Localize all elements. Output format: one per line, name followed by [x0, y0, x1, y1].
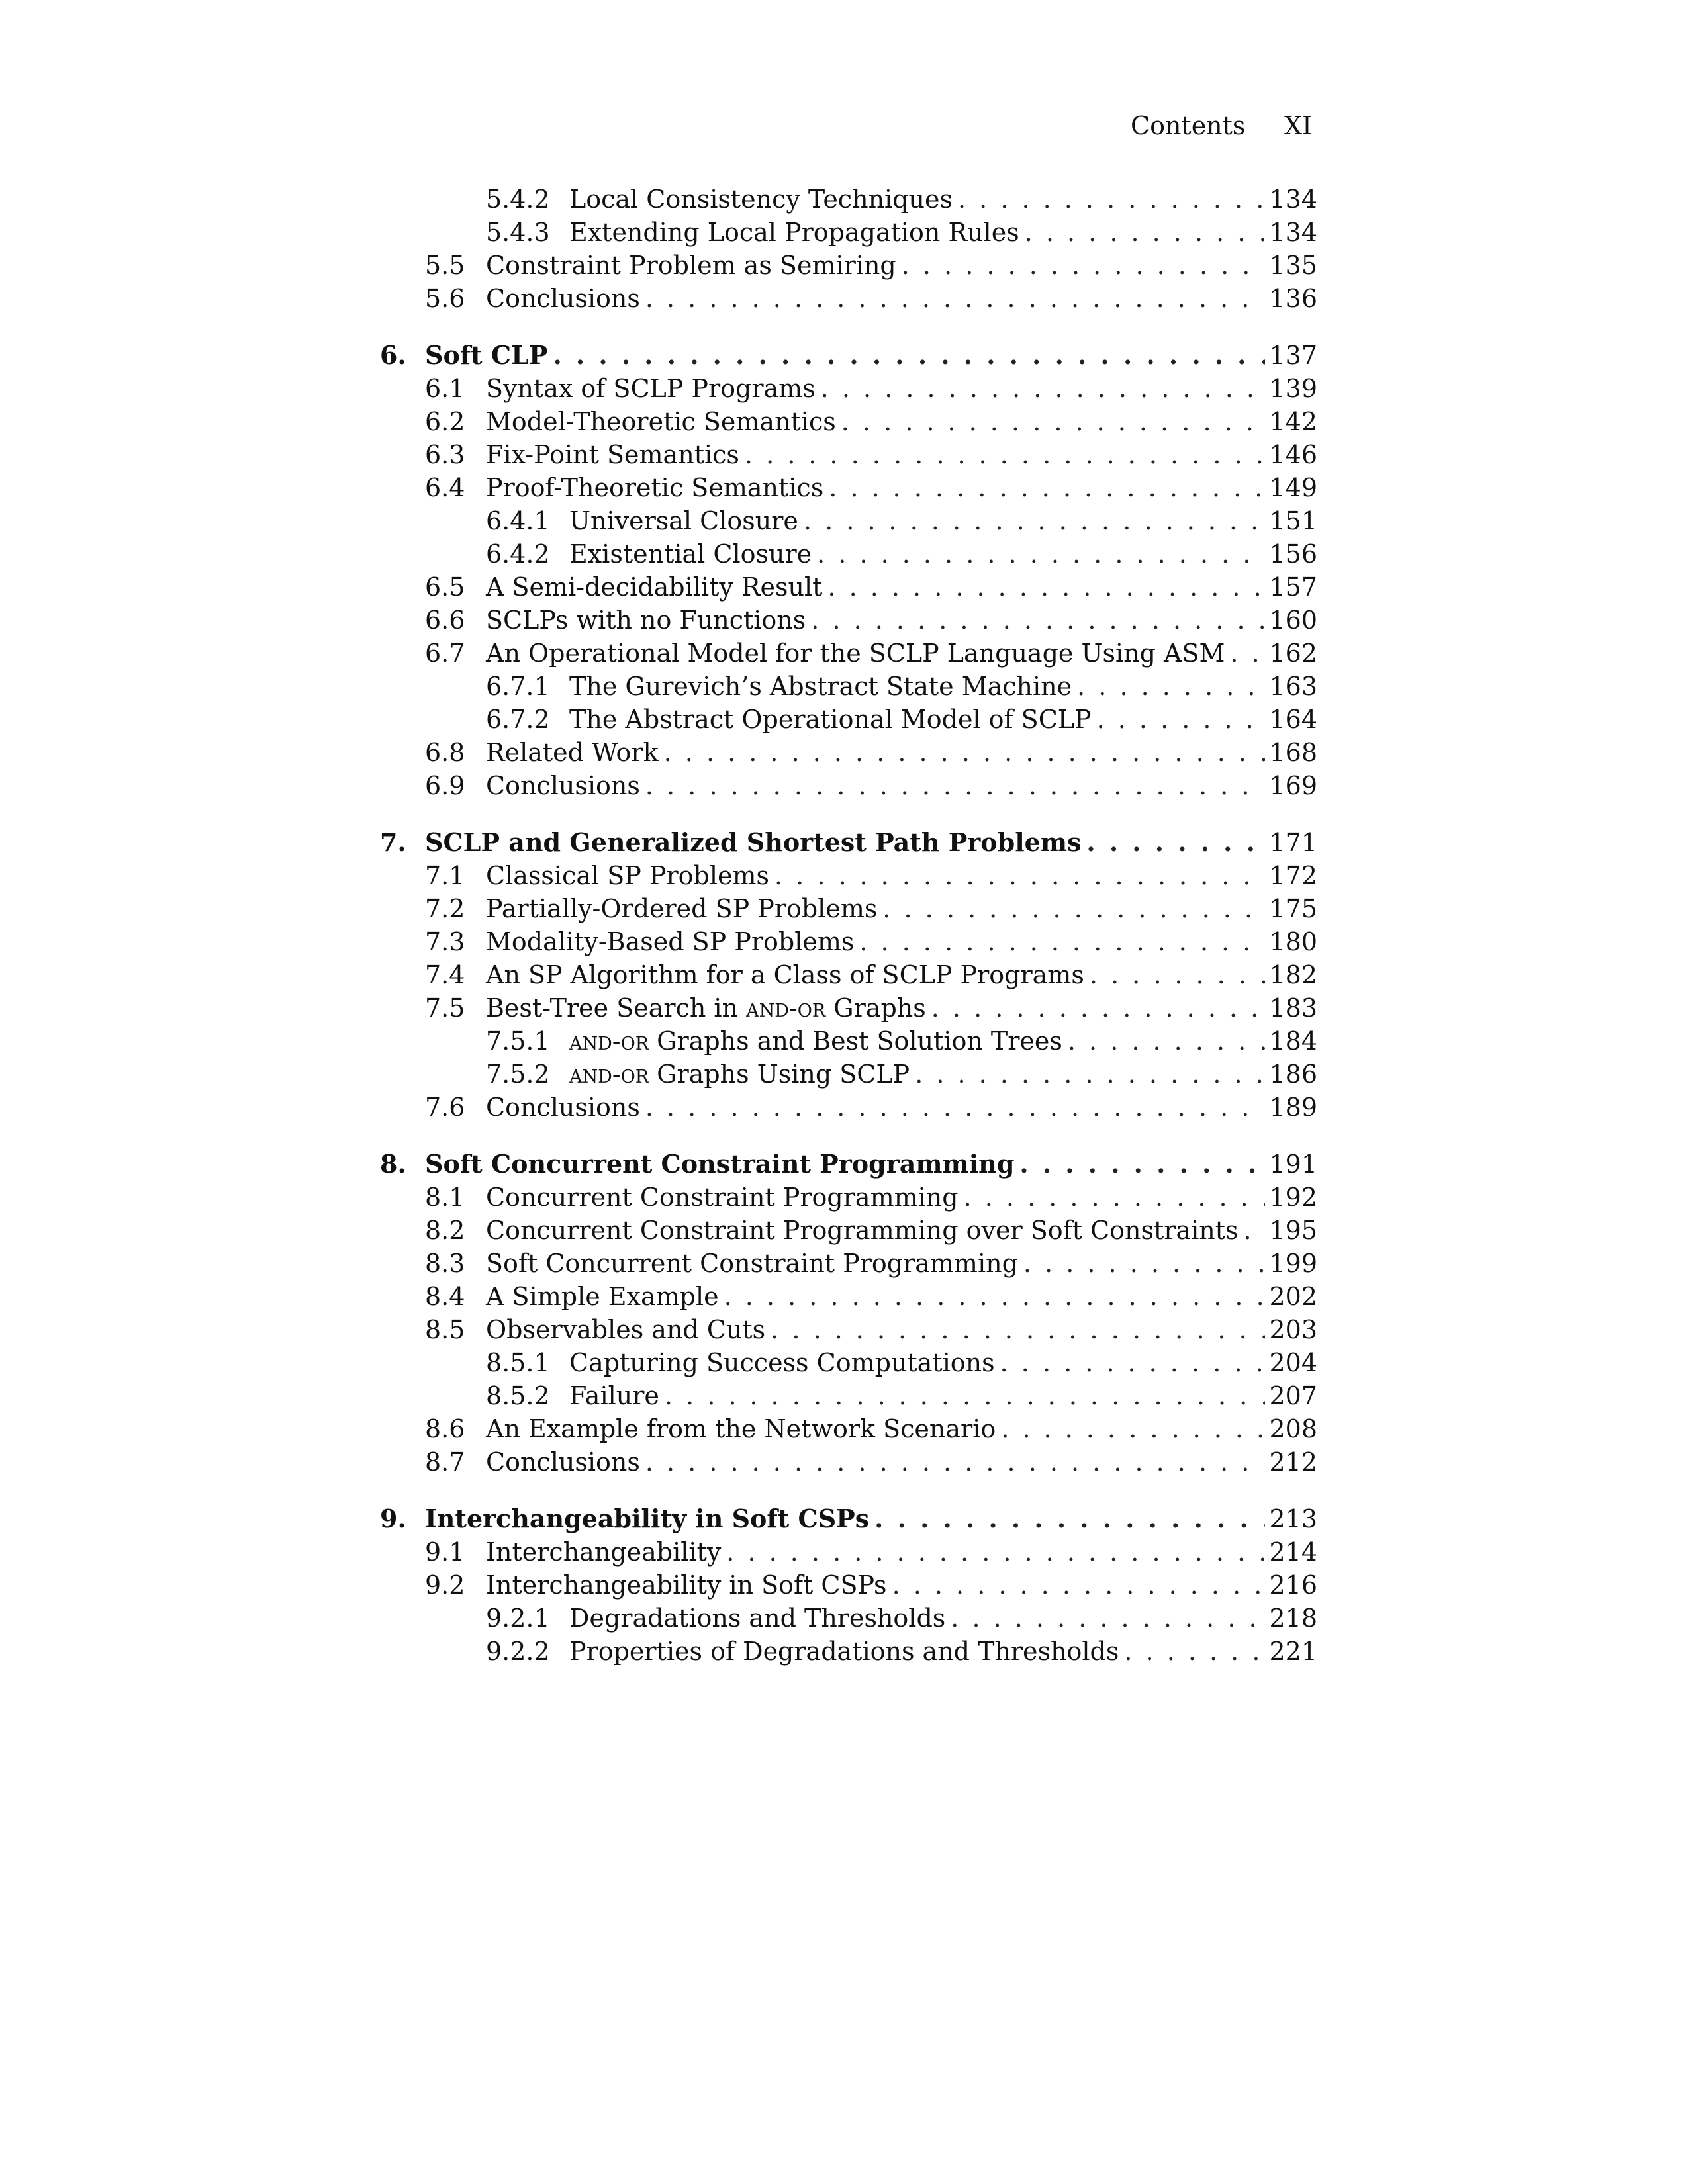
toc-entry-number: 5.5: [425, 251, 465, 280]
toc-entry-number: 7.1: [425, 861, 465, 890]
toc-entry-title: A Simple Example: [486, 1282, 719, 1311]
toc-section-entry[interactable]: [380, 372, 1317, 405]
dot-leader: [874, 1502, 1265, 1535]
toc-section-entry[interactable]: [380, 637, 1317, 670]
dot-leader: [1097, 703, 1266, 736]
toc-entry-number: 6.4.1: [486, 506, 550, 535]
toc-entry-number: 6.5: [425, 572, 465, 602]
toc-subsection-entry[interactable]: [380, 537, 1317, 570]
toc-entry-page: 207: [1269, 1381, 1317, 1410]
toc-entry-page: 184: [1269, 1026, 1317, 1056]
toc-section-entry[interactable]: [380, 991, 1317, 1024]
toc-section-entry[interactable]: [380, 1412, 1317, 1445]
toc-entry-number: 7.5: [425, 993, 465, 1023]
toc-entry-title: Observables and Cuts: [486, 1315, 766, 1344]
toc-entry-page: 221: [1269, 1637, 1317, 1666]
toc-entry-number: 8.5.1: [486, 1348, 550, 1377]
dot-leader: [553, 339, 1265, 372]
dot-leader: [958, 183, 1265, 216]
toc-entry-title: SCLPs with no Functions: [486, 606, 806, 635]
toc-entry-page: 195: [1269, 1216, 1317, 1245]
toc-section-entry[interactable]: [380, 438, 1317, 471]
toc-entry-number: 6.7: [425, 639, 465, 668]
toc-entry-page: 212: [1269, 1447, 1317, 1477]
toc-entry-title: Extending Local Propagation Rules: [569, 218, 1019, 247]
toc-entry-title: Interchangeability in Soft CSPs: [486, 1570, 887, 1600]
toc-section-entry[interactable]: [380, 859, 1317, 892]
toc-entry-page: 218: [1269, 1604, 1317, 1633]
dot-leader: [645, 1445, 1266, 1479]
toc-entry-number: 9.1: [425, 1537, 465, 1567]
toc-entry-page: 156: [1269, 539, 1317, 569]
toc-entry-title: Properties of Degradations and Thresholds: [569, 1637, 1119, 1666]
toc-entry-page: 168: [1269, 738, 1317, 767]
toc-entry-number: 6.4: [425, 473, 465, 502]
toc-entry-title: Interchangeability in Soft CSPs: [425, 1504, 870, 1533]
toc-entry-title: Soft Concurrent Constraint Programming: [486, 1249, 1018, 1278]
dot-leader: [951, 1602, 1265, 1635]
toc-entry-number: 6.1: [425, 374, 465, 403]
toc-entry-page: 172: [1269, 861, 1317, 890]
toc-entry-number: 9.2.2: [486, 1637, 550, 1666]
dot-leader: [726, 1535, 1265, 1569]
toc-entry-page: 171: [1269, 828, 1317, 857]
toc-entry-number: 6.2: [425, 407, 465, 436]
toc-entry-number: 5.4.2: [486, 185, 550, 214]
toc-chapter-block: [380, 1502, 1317, 1668]
toc-section-entry[interactable]: [380, 1569, 1317, 1602]
dot-leader: [1090, 958, 1266, 991]
dot-leader: [892, 1569, 1266, 1602]
toc-entry-page: 135: [1269, 251, 1317, 280]
dot-leader: [645, 1091, 1266, 1124]
toc-section-entry[interactable]: [380, 471, 1317, 504]
toc-entry-number: 5.6: [425, 284, 465, 313]
toc-entry-title: An SP Algorithm for a Class of SCLP Programs: [486, 960, 1084, 989]
toc-entry-page: 175: [1269, 894, 1317, 923]
toc-entry-title: Local Consistency Techniques: [569, 185, 953, 214]
toc-entry-title: The Abstract Operational Model of SCLP: [569, 705, 1092, 734]
toc-subsection-entry[interactable]: [380, 1635, 1317, 1668]
toc-entry-title: An Operational Model for the SCLP Language Using ASM: [486, 639, 1225, 668]
toc-entry-number: 8.1: [425, 1183, 465, 1212]
toc-entry-page: 208: [1269, 1414, 1317, 1443]
toc-entry-page: 134: [1269, 185, 1317, 214]
toc-section-entry[interactable]: [380, 1247, 1317, 1280]
and-or-small-caps: and-or: [746, 993, 826, 1023]
toc-entry-number: 7.3: [425, 927, 465, 956]
toc-section-entry[interactable]: [380, 1535, 1317, 1569]
toc-section-entry[interactable]: [380, 958, 1317, 991]
dot-leader: [1023, 1247, 1266, 1280]
toc-chapter-block: [380, 826, 1317, 1124]
toc-entry-number: 8.6: [425, 1414, 465, 1443]
toc-entry-number: 7.4: [425, 960, 465, 989]
and-or-small-caps: and-or: [569, 1060, 649, 1089]
toc-entry-page: 180: [1269, 927, 1317, 956]
toc-entry-page: 160: [1269, 606, 1317, 635]
toc-section-entry[interactable]: [380, 736, 1317, 769]
toc-entry-page: 164: [1269, 705, 1317, 734]
dot-leader: [1068, 1024, 1266, 1058]
toc-entry-number: 7.2: [425, 894, 465, 923]
toc-chapter-entry[interactable]: [380, 1502, 1317, 1535]
toc-entry-page: 139: [1269, 374, 1317, 403]
dot-leader: [645, 282, 1266, 315]
toc-entry-title: SCLP and Generalized Shortest Path Problems: [425, 827, 1082, 857]
toc-subsection-entry[interactable]: [380, 670, 1317, 703]
toc-entry-title: Capturing Success Computations: [569, 1348, 995, 1377]
toc-entry-page: 186: [1269, 1060, 1317, 1089]
toc-entry-title: Universal Closure: [569, 506, 798, 535]
dot-leader: [664, 736, 1266, 769]
toc-entry-page: 146: [1269, 440, 1317, 469]
toc-entry-number: 5.4.3: [486, 218, 550, 247]
toc-entry-page: 213: [1269, 1504, 1317, 1533]
toc-entry-page: 183: [1269, 993, 1317, 1023]
toc-entry-page: 136: [1269, 284, 1317, 313]
dot-leader: [827, 570, 1265, 604]
toc-entry-title: Syntax of SCLP Programs: [486, 374, 816, 403]
dot-leader: [771, 1313, 1265, 1346]
toc-entry-number: 6.9: [425, 771, 465, 800]
toc-entry-number: 8.4: [425, 1282, 465, 1311]
dot-leader: [1244, 1214, 1266, 1247]
toc-entry-title: Constraint Problem as Semiring: [486, 251, 896, 280]
toc-entry-page: 169: [1269, 771, 1317, 800]
dot-leader: [931, 991, 1266, 1024]
toc-section-entry[interactable]: [380, 892, 1317, 925]
toc-subsection-entry[interactable]: [380, 1024, 1317, 1058]
toc-entry-number: 9.: [380, 1504, 406, 1533]
toc-entry-page: 199: [1269, 1249, 1317, 1278]
toc-subsection-entry[interactable]: [380, 1379, 1317, 1412]
toc-entry-number: 6.8: [425, 738, 465, 767]
dot-leader: [1124, 1635, 1265, 1668]
toc-entry-number: 6.7.1: [486, 672, 550, 701]
toc-section-entry[interactable]: [380, 1181, 1317, 1214]
toc-entry-page: 182: [1269, 960, 1317, 989]
toc-entry-number: 9.2: [425, 1570, 465, 1600]
dot-leader: [811, 604, 1265, 637]
toc-entry-page: 162: [1269, 639, 1317, 668]
toc-entry-number: 8.5: [425, 1315, 465, 1344]
toc-entry-title: Best-Tree Search in and-or Graphs: [486, 993, 926, 1023]
toc-entry-title: Interchangeability: [486, 1537, 722, 1567]
toc-entry-number: 6.: [380, 340, 406, 370]
dot-leader: [915, 1058, 1265, 1091]
toc-entry-page: 214: [1269, 1537, 1317, 1567]
toc-entry-title: Conclusions: [486, 1447, 640, 1477]
toc-chapter-block: [380, 1148, 1317, 1479]
dot-leader: [1001, 1412, 1265, 1445]
dot-leader: [1086, 826, 1265, 859]
toc-entry-title: and-or Graphs Using SCLP: [569, 1060, 910, 1089]
toc-entry-page: 151: [1269, 506, 1317, 535]
dot-leader: [1000, 1346, 1266, 1379]
toc-entry-number: 6.6: [425, 606, 465, 635]
toc-entry-number: 8.: [380, 1149, 406, 1179]
toc-subsection-entry[interactable]: [380, 216, 1317, 249]
toc-entry-number: 8.7: [425, 1447, 465, 1477]
toc-chapter-entry[interactable]: [380, 1148, 1317, 1181]
toc-section-entry[interactable]: [380, 1313, 1317, 1346]
toc-subsection-entry[interactable]: [380, 504, 1317, 537]
dot-leader: [902, 249, 1266, 282]
toc-entry-title: Proof-Theoretic Semantics: [486, 473, 824, 502]
toc-entry-title: and-or Graphs and Best Solution Trees: [569, 1026, 1062, 1056]
and-or-small-caps: and-or: [569, 1026, 649, 1056]
running-header-title: Contents: [1131, 111, 1246, 140]
toc-subsection-entry[interactable]: [380, 1346, 1317, 1379]
toc-section-entry[interactable]: [380, 282, 1317, 315]
toc-entry-title: Failure: [569, 1381, 659, 1410]
toc-entry-page: 203: [1269, 1315, 1317, 1344]
toc-entry-page: 142: [1269, 407, 1317, 436]
toc-entry-page: 137: [1269, 341, 1317, 370]
toc-subsection-entry[interactable]: [380, 703, 1317, 736]
toc-subsection-entry[interactable]: [380, 1602, 1317, 1635]
toc-entry-title: Concurrent Constraint Programming over Soft Constraints: [486, 1216, 1239, 1245]
toc-entry-title: Related Work: [486, 738, 659, 767]
toc-entry-number: 7.5.1: [486, 1026, 550, 1056]
toc-entry-page: 134: [1269, 218, 1317, 247]
toc-entry-number: 6.4.2: [486, 539, 550, 569]
dot-leader: [774, 859, 1265, 892]
toc-entry-page: 202: [1269, 1282, 1317, 1311]
toc-entry-title: Partially-Ordered SP Problems: [486, 894, 878, 923]
dot-leader: [1077, 670, 1265, 703]
dot-leader: [1230, 637, 1265, 670]
toc-entry-title: An Example from the Network Scenario: [486, 1414, 996, 1443]
dot-leader: [882, 892, 1265, 925]
toc-subsection-entry[interactable]: [380, 183, 1317, 216]
page-number: XI: [1284, 111, 1313, 140]
toc-subsection-entry[interactable]: [380, 1058, 1317, 1091]
dot-leader: [1019, 1148, 1265, 1181]
dot-leader: [1025, 216, 1266, 249]
toc-entry-number: 6.7.2: [486, 705, 550, 734]
toc-section-entry[interactable]: [380, 405, 1317, 438]
toc-section-entry[interactable]: [380, 570, 1317, 604]
toc-chapter-entry[interactable]: [380, 826, 1317, 859]
dot-leader: [804, 504, 1266, 537]
toc-section-entry[interactable]: [380, 769, 1317, 802]
toc-entry-number: 7.: [380, 827, 406, 857]
toc-entry-title: Conclusions: [486, 771, 640, 800]
dot-leader: [645, 769, 1266, 802]
toc-entry-title: Concurrent Constraint Programming: [486, 1183, 959, 1212]
toc-entry-title: Conclusions: [486, 1093, 640, 1122]
toc-section-entry[interactable]: [380, 1214, 1317, 1247]
toc-entry-page: 192: [1269, 1183, 1317, 1212]
toc-entry-title: Conclusions: [486, 284, 640, 313]
dot-leader: [724, 1280, 1266, 1313]
toc-section-entry[interactable]: [380, 1091, 1317, 1124]
toc-entry-title: Fix-Point Semantics: [486, 440, 739, 469]
toc-entry-number: 6.3: [425, 440, 465, 469]
dot-leader: [859, 925, 1265, 958]
toc-chapter-entry[interactable]: [380, 339, 1317, 372]
toc-entry-page: 216: [1269, 1570, 1317, 1600]
toc-entry-number: 8.2: [425, 1216, 465, 1245]
dot-leader: [665, 1379, 1266, 1412]
dot-leader: [829, 471, 1265, 504]
toc-entry-number: 7.6: [425, 1093, 465, 1122]
dot-leader: [821, 372, 1266, 405]
toc-entry-title: Soft CLP: [425, 340, 548, 370]
dot-leader: [841, 405, 1266, 438]
table-of-contents: [380, 183, 1317, 1692]
toc-entry-title: Degradations and Thresholds: [569, 1604, 946, 1633]
toc-section-entry[interactable]: [380, 1280, 1317, 1313]
dot-leader: [964, 1181, 1266, 1214]
toc-entry-page: 163: [1269, 672, 1317, 701]
toc-entry-title: Soft Concurrent Constraint Programming: [425, 1149, 1015, 1179]
toc-entry-number: 9.2.1: [486, 1604, 550, 1633]
toc-entry-title: Existential Closure: [569, 539, 812, 569]
toc-entry-title: Classical SP Problems: [486, 861, 770, 890]
toc-section-entry[interactable]: [380, 249, 1317, 282]
toc-entry-title: Model-Theoretic Semantics: [486, 407, 836, 436]
toc-entry-number: 7.5.2: [486, 1060, 550, 1089]
toc-section-entry[interactable]: [380, 925, 1317, 958]
toc-entry-title: Modality-Based SP Problems: [486, 927, 855, 956]
toc-entry-title: The Gurevich’s Abstract State Machine: [569, 672, 1072, 701]
toc-entry-page: 189: [1269, 1093, 1317, 1122]
dot-leader: [817, 537, 1265, 570]
toc-entry-number: 8.3: [425, 1249, 465, 1278]
toc-chapter-block: [380, 183, 1317, 315]
toc-entry-title: A Semi-decidability Result: [486, 572, 823, 602]
toc-section-entry[interactable]: [380, 604, 1317, 637]
toc-entry-page: 191: [1269, 1150, 1317, 1179]
toc-entry-page: 157: [1269, 572, 1317, 602]
toc-chapter-block: [380, 339, 1317, 802]
toc-entry-page: 149: [1269, 473, 1317, 502]
toc-entry-page: 204: [1269, 1348, 1317, 1377]
running-header: [0, 111, 1688, 151]
toc-section-entry[interactable]: [380, 1445, 1317, 1479]
toc-entry-number: 8.5.2: [486, 1381, 550, 1410]
dot-leader: [745, 438, 1266, 471]
